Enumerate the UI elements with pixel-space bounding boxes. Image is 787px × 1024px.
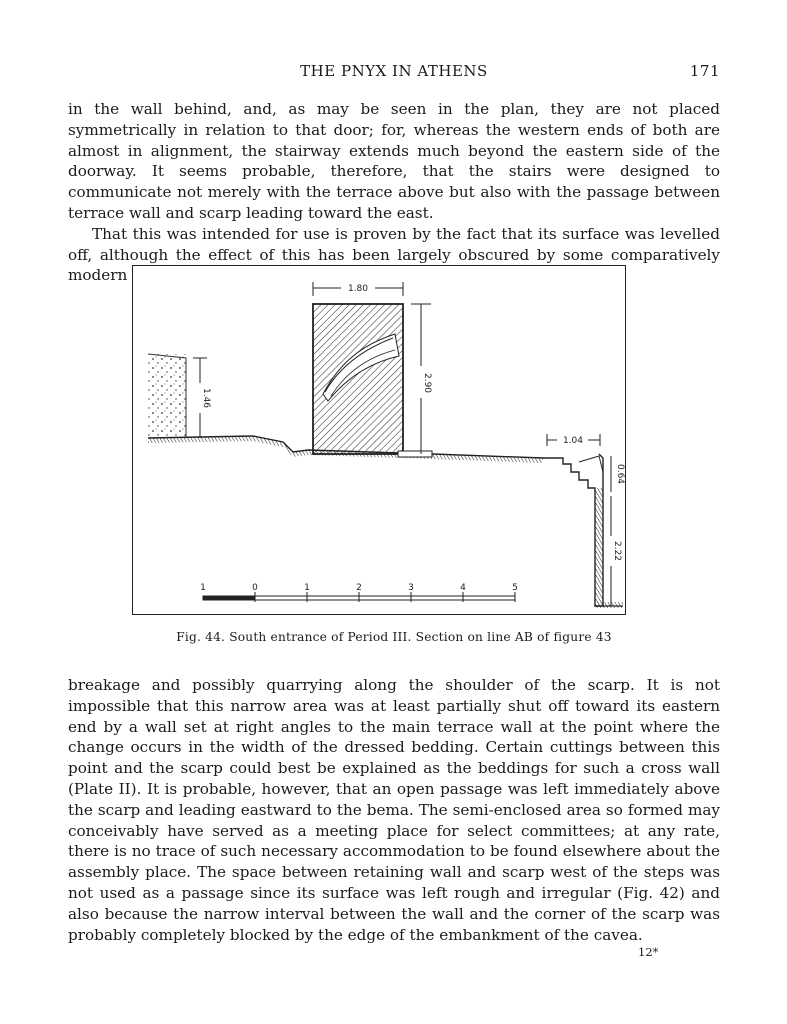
dim-height-left-wall xyxy=(193,358,211,438)
dim-label: 1.46 xyxy=(201,387,211,409)
scale-label: 2 xyxy=(356,583,362,593)
dim-width-top xyxy=(313,282,403,296)
dim-height-scarp xyxy=(611,496,622,606)
dim-label: 2.90 xyxy=(422,372,432,394)
scale-label: 0 xyxy=(252,583,258,593)
running-head xyxy=(68,62,720,84)
scale-label: 5 xyxy=(512,583,518,593)
figure-section-drawing xyxy=(132,265,626,615)
dim-label: 2.22 xyxy=(612,540,622,562)
dim-label: 1.80 xyxy=(347,284,369,294)
bottom-text-block xyxy=(68,675,720,945)
top-text-block xyxy=(68,99,720,286)
dim-width-step xyxy=(547,434,600,446)
scale-label: 1 xyxy=(304,583,310,593)
paragraph: in the wall behind, and, as may be seen in the plan, they are not placed symmetrically in relation to that door; for, whereas the western ends of both are almost in alignment, the stairway extends much beyond the eastern side of the doorway. It seems probable, therefore, that the stairs were designed to communicate not merely with the terrace above but also with the passage between terrace wall and scarp leading toward the east. xyxy=(68,100,720,222)
dim-label: 1.04 xyxy=(562,436,584,446)
dim-label: 0.64 xyxy=(615,463,625,485)
scale-label: 3 xyxy=(408,583,414,593)
scale-bar xyxy=(200,583,518,602)
dim-height-block xyxy=(411,304,432,454)
running-title: THE PNYX IN ATHENS xyxy=(300,62,488,80)
scale-label: 1 xyxy=(200,583,206,593)
signature-mark: 12* xyxy=(638,945,659,959)
paragraph: That this was intended for use is proven by the fact that its surface was levelled off, although the effect of this has been largely obscured by some comparatively modern xyxy=(68,224,720,285)
central-block xyxy=(313,304,432,457)
scale-label: 4 xyxy=(460,583,466,593)
figure-caption: Fig. 44. South entrance of Period III. Section on line AB of figure 43 xyxy=(176,630,612,644)
section-drawing xyxy=(133,266,627,616)
page-number: 171 xyxy=(689,62,720,80)
dim-height-step xyxy=(611,456,625,492)
left-rubble-wall xyxy=(148,354,186,438)
paragraph: breakage and possibly quarrying along the shoulder of the scarp. It is not impossible that this narrow area was at least partially shut off toward its eastern end by a wall set at right angles to the main terrace wall at the point where the change occurs in the width of the dressed bedding. Certain cuttings between this point and the scarp could best be explained as the beddings for such a cross wall (Plate II). It is probable, however, that an open passage was left immediately above the scarp and leading eastward to the bema. The semi-enclosed area so formed may conceivably have served as a meeting place for select committees; at any rate, there is no trace of such necessary accommodation to be found elsewhere about the assembly place. The space between retaining wall and scarp west of the steps was not used as a passage since its surface was left rough and irregular (Fig. 42) and also because the narrow interval between the wall and the corner of the scarp was probably completely blocked by the edge of the embankment of the cavea. xyxy=(68,676,720,944)
